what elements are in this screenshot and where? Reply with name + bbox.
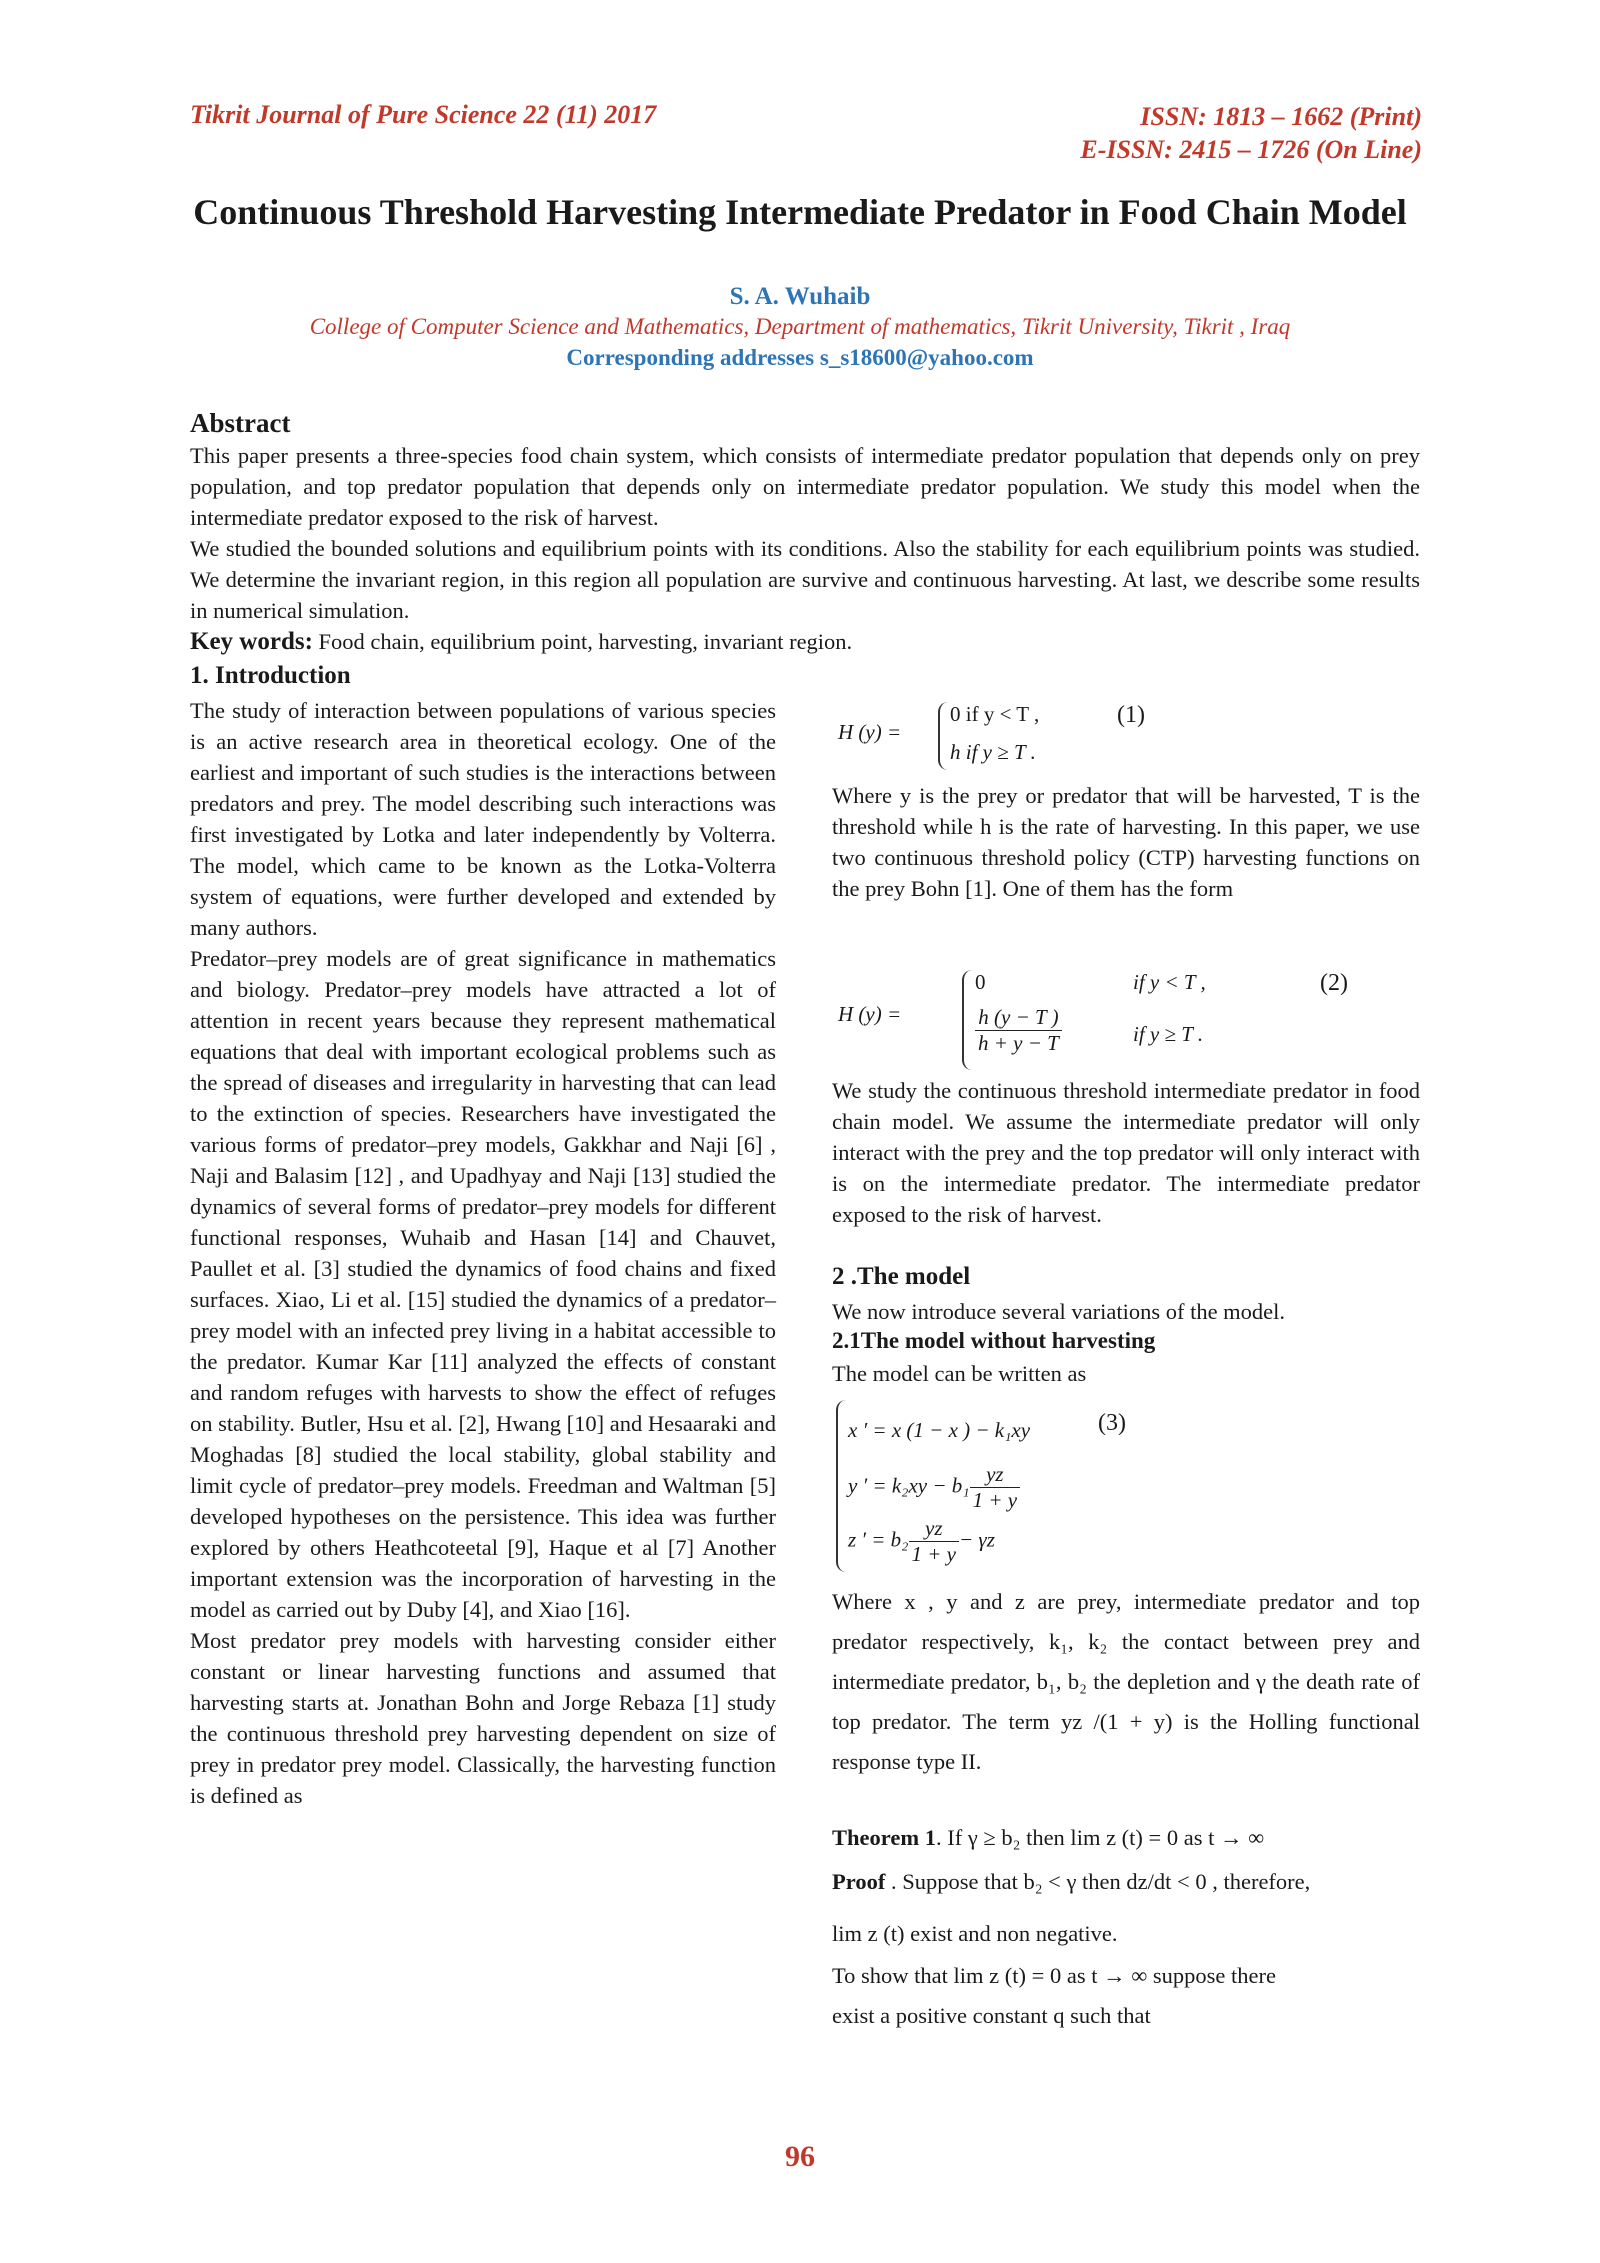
equation-2-fraction bbox=[975, 1005, 1062, 1056]
right-paragraph-2: We study the continuous threshold intermediate predator in food chain model. We assume the intermediate predator will only interact with the prey and the top predator will only interact with is on the intermediate predator. The intermediate predator exposed to the risk of harvest. bbox=[832, 1078, 1420, 1227]
equation-3-line-2: y ′ = k₂xy − b₁ $\frac{yz}{1 + y}$ bbox=[848, 1462, 1020, 1513]
equation-2-case-2-condition: if y ≥ T . bbox=[1133, 1022, 1204, 1046]
abstract-paragraph-2: We studied the bounded solutions and equilibrium points with its conditions. Also the stability for each equilibrium points was studied. We determine the invariant region, in this region all population are survive and continuous harvesting. At last, we describe some results in numerical simulation. bbox=[190, 536, 1420, 623]
equation-1-case-2: h if y ≥ T . bbox=[950, 740, 1036, 764]
proof bbox=[832, 1866, 1420, 1897]
introduction-column bbox=[190, 695, 776, 1811]
keywords-text: Food chain, equilibrium point, harvesting, invariant region. bbox=[318, 629, 853, 654]
model-intro: We now introduce several variations of the model. bbox=[832, 1299, 1286, 1324]
journal-header: Tikrit Journal of Pure Science 22 (11) 2017 bbox=[190, 100, 657, 129]
proof-line-3: To show that lim z (t) = 0 as t → ∞ suppose there bbox=[832, 1963, 1276, 1988]
equation-2-case-1-condition: if y < T , bbox=[1133, 970, 1206, 994]
paper-title: Continuous Threshold Harvesting Intermediate Predator in Food Chain Model bbox=[193, 192, 1407, 232]
subsection-heading: 2.1The model without harvesting bbox=[832, 1328, 1156, 1353]
intro-paragraph-1: The study of interaction between populations of various species is an active research area in theoretical ecology. One of the earliest and important of such studies is the interactions between predators and prey. The model describing such interactions was first investigated by Lotka and later independently by Volterra. The model, which came to be known as the Lotka-Volterra system of equations, were further developed and extended by many authors. bbox=[190, 698, 776, 940]
page-number: 96 bbox=[785, 2140, 815, 2173]
equation-2-numerator: h (y − T ) bbox=[975, 1005, 1062, 1031]
intro-paragraph-2: Predator–prey models are of great significance in mathematics and biology. Predator–prey models have attracted a lot of attention in recent years because they represent mathematical equations that deal with important ecological problems such as the spread of diseases and irregularity in harvesting that can lead to the extinction of species. Researchers have investigated the various forms of predator–prey models, Gakkhar and Naji [6] , Naji and Balasim [12] , and Upadhyay and Naji [13] studied the dynamics of several forms of predator–prey models for different functional responses, Wuhaib and Hasan [14] and Chauvet, Paullet et al. [3] studied the dynamics of food chains and fixed surfaces. Xiao, Li et al. [15] studied the dynamics of a predator–prey model with an infected prey living in a habitat accessible to the predator. Kumar Kar [11] analyzed the effects of constant and random refuges with harvests to show the effect of refuges on stability. Butler, Hsu et al. [2], Hwang [10] and Hesaaraki and Moghadas [8] studied the local stability, global stability and limit cycle of predator–prey models. Freedman and Waltman [5] developed hypotheses on the persistence. This idea was further explored by others Heathcoteetal [9], Haque et al [7] Another important extension was the incorporation of harvesting in the model as carried out by Duby [4], and Xiao [16]. bbox=[190, 946, 776, 1622]
corresponding-address: Corresponding addresses s_s18600@yahoo.com bbox=[566, 345, 1034, 370]
abstract-paragraph-1: This paper presents a three-species food chain system, which consists of intermediate predator population that depends only on prey population, and top predator population that depends only on intermediate predator population. We study this model when the intermediate predator exposed to the risk of harvest. bbox=[190, 443, 1420, 530]
proof-line-2: lim z (t) exist and non negative. bbox=[832, 1921, 1118, 1946]
right-paragraph-3: Where x , y and z are prey, intermediate predator and top predator respectively, k₁, k₂ the contact between prey and intermediate predator, b₁, b₂ the depletion and γ the death rate of top predator. The term yz /(1 + y) is the Holling functional response type II. bbox=[832, 1589, 1420, 1774]
proof-text: . Suppose that b₂ < γ then dz/dt < 0 , therefore, bbox=[885, 1869, 1311, 1894]
equation-3-line-3: z ′ = b₂ $\frac{yz}{1 + y}$ − γz bbox=[848, 1516, 995, 1566]
equation-2-lhs: H (y) = bbox=[838, 1002, 902, 1026]
proof-label: Proof bbox=[832, 1869, 886, 1894]
abstract-heading: Abstract bbox=[190, 408, 291, 438]
equation-2-denominator: h + y − T bbox=[978, 1031, 1059, 1055]
equation-1-brace bbox=[938, 702, 948, 770]
keywords bbox=[190, 628, 852, 656]
issn-online: E-ISSN: 2415 – 1726 (On Line) bbox=[1080, 135, 1422, 164]
model-heading: 2 .The model bbox=[832, 1263, 971, 1290]
equation-2-number: (2) bbox=[1320, 970, 1348, 996]
theorem-text: . If γ ≥ b₂ then lim z (t) = 0 as t → ∞ bbox=[935, 1825, 1265, 1850]
proof-line-4: exist a positive constant q such that bbox=[832, 2003, 1151, 2028]
theorem-label: Theorem 1 bbox=[832, 1825, 936, 1850]
introduction-heading: 1. Introduction bbox=[190, 662, 351, 689]
issn-print: ISSN: 1813 – 1662 (Print) bbox=[1140, 102, 1422, 131]
affiliation: College of Computer Science and Mathematics, Department of mathematics, Tikrit University, Tikrit , Iraq bbox=[309, 314, 1291, 339]
equation-3-line-1: x ′ = x (1 − x ) − k₁xy bbox=[848, 1418, 1031, 1442]
equation-3-brace bbox=[836, 1400, 846, 1572]
equation-2-brace bbox=[962, 970, 972, 1070]
right-paragraph-1: Where y is the prey or predator that will be harvested, T is the threshold while h is the rate of harvesting. In this paper, we use two continuous threshold policy (CTP) harvesting functions on the prey Bohn [1]. One of them has the form bbox=[832, 783, 1420, 901]
issn-header bbox=[1080, 100, 1422, 166]
intro-paragraph-3: Most predator prey models with harvesting consider either constant or linear harvesting functions and assumed that harvesting starts at. Jonathan Bohn and Jorge Rebaza [1] study the continuous threshold prey harvesting dependent on size of prey in predator prey model. Classically, the harvesting function is defined as bbox=[190, 1628, 776, 1808]
equation-2-case-1-value: 0 bbox=[975, 970, 986, 994]
equation-1-number: (1) bbox=[1117, 702, 1145, 728]
keywords-label: Key words: bbox=[190, 628, 313, 655]
theorem-1 bbox=[832, 1822, 1420, 1853]
author: S. A. Wuhaib bbox=[729, 283, 871, 310]
subsection-intro: The model can be written as bbox=[832, 1361, 1087, 1386]
equation-3-number: (3) bbox=[1098, 1410, 1126, 1436]
equation-1-case-1: 0 if y < T , bbox=[950, 702, 1040, 726]
equation-1-lhs: H (y) = bbox=[838, 720, 902, 744]
